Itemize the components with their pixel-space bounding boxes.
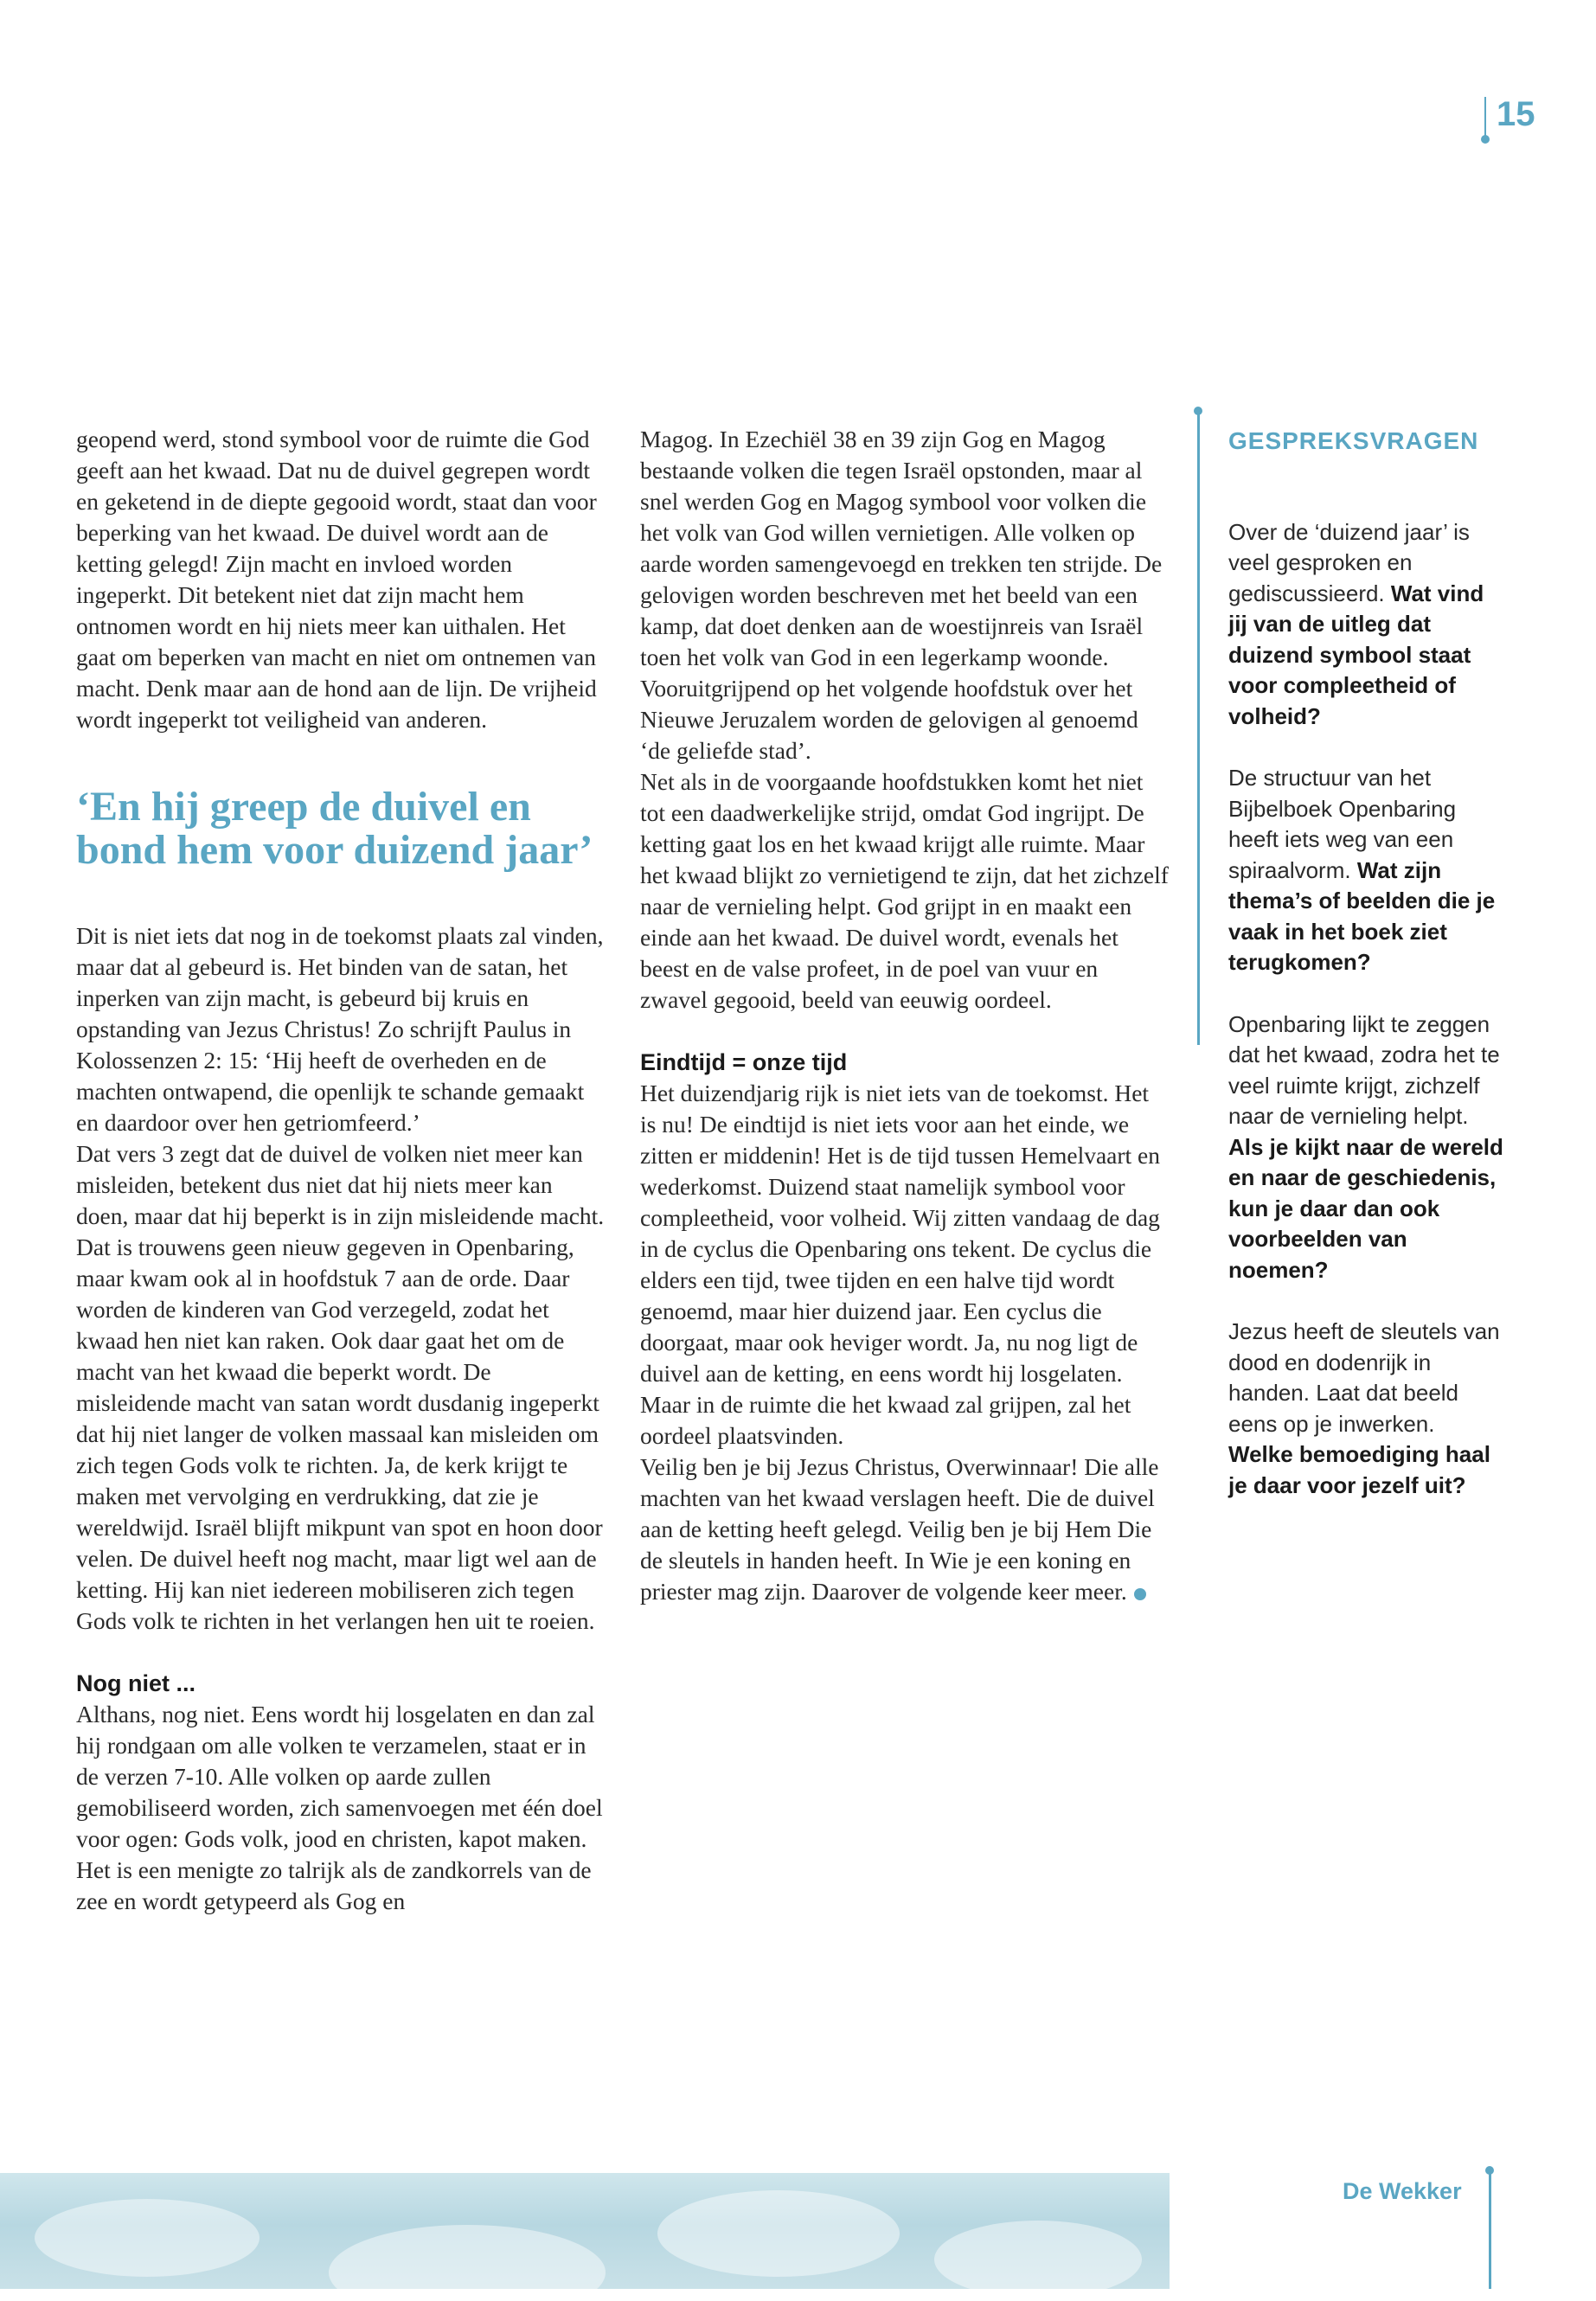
pull-quote: ‘En hij greep de duivel en bond hem voor duizend jaar’ [76,784,593,873]
sidebar-rule [1197,410,1200,1045]
paragraph-text: Veilig ben je bij Jezus Christus, Overwinnaar! Die alle machten van het kwaad verslagen heeft. Die de duivel aan de ketting heeft gelegd. Veilig ben je bij Hem Die de sleutels in handen heeft. In Wie je een koning en priester mag zijn. Daarover de volgende keer meer. [640,1453,1159,1605]
paragraph: Magog. In Ezechiël 38 en 39 zijn Gog en Magog bestaande volken die tegen Israël opstonden, maar al snel werden Gog en Magog symbool voor volken die het volk van God willen vernietigen. Alle volken op aarde worden samengevoegd en trekken ten strijde. De gelovigen worden beschreven met het beeld van een kamp, dat doet denken aan de woestijnreis van Israël toen het volk van God in een legerkamp woonde. Vooruitgrijpend op het volgende hoofdstuk over het Nieuwe Jeruzalem worden de gelovigen al genoemd ‘de geliefde stad’. [640,426,1163,764]
paragraph: Dat vers 3 zegt dat de duivel de volken niet meer kan misleiden, betekent dus niet dat hij niets meer kan doen, maar dat hij beperkt is in zijn misleidende macht. Dat is trouwens geen nieuw gegeven in Openbaring, maar kwam ook al in hoofdstuk 7 aan de orde. Daar worden de kinderen van God verzegeld, zodat het kwaad hen niet kan raken. Ook daar gaat het om de macht van het kwaad die beperkt wordt. De misleidende macht van satan wordt dusdanig ingeperkt dat hij niet langer de volken massaal kan misleiden om zich tegen Gods volk te richten. Ja, de kerk krijgt te maken met vervolging en verdrukking, dat zie je wereldwijd. Israël blijft mikpunt van spot en hoon door velen. De duivel heeft nog macht, maar ligt wel aan de ketting. Hij kan niet iedereen mobiliseren zich tegen Gods volk te richten in het verlangen hen uit te roeien. [76,1140,605,1634]
question-text: Jezus heeft de sleutels van dood en dodenrijk in handen. Laat dat beeld eens op je inwerken. [1228,1318,1500,1437]
paragraph: Althans, nog niet. Eens wordt hij losgelaten en dan zal hij rondgaan om alle volken te verzamelen, staat er in de verzen 7-10. Alle volken op aarde zullen gemobiliseerd worden, zich samenvoegen met één doel voor ogen: Gods volk, jood en christen, kapot maken. [76,1701,603,1852]
footer-rule [1489,2170,1491,2289]
article-column-1 [76,424,606,1917]
question-bold: Als je kijkt naar de wereld en naar de geschiedenis, kun je daar dan ook voorbeelden van noemen? [1228,1133,1503,1283]
paragraph: Het duizendjarig rijk is niet iets van de toekomst. Het is nu! De eindtijd is niet iets voor aan het einde, we zitten er middenin! Het is de tijd tussen Hemelvaart en wederkomst. Duizend staat namelijk symbool voor compleetheid, voor volheid. Wij zitten vandaag de dag in de cyclus die Openbaring ons tekent. De cyclus die elders een tijd, twee tijden en een halve tijd wordt genoemd, maar hier duizend jaar. Een cyclus die doorgaat, maar ook heviger wordt. Ja, nu nog ligt de duivel aan de ketting, en eens wordt hij losgelaten. Maar in de ruimte die het kwaad zal grijpen, zal het oordeel plaatsvinden. [640,1080,1160,1449]
question-bold: Welke bemoediging haal je daar voor jezelf uit? [1228,1441,1490,1498]
paragraph: Het is een menigte zo talrijk als de zandkorrels van de zee en wordt getypeerd als Gog en [76,1856,592,1914]
page-number: 15 [1497,95,1535,133]
paragraph: geopend werd, stond symbool voor de ruimte die God geeft aan het kwaad. Dat nu de duivel gegrepen wordt en geketend in de diepte gegooid wordt, staat dan voor beperking van het kwaad. De duivel wordt aan de ketting gelegd! Zijn macht en invloed worden ingeperkt. Dit betekent niet dat zijn macht hem ontnomen wordt en hij niets meer kan uithalen. Het gaat om beperken van macht en niet om ontnemen van macht. Denk maar aan de hond aan de lijn. De vrijheid wordt ingeperkt tot veiligheid van anderen. [76,426,597,733]
discussion-questions-sidebar [1228,426,1503,1532]
question-text: De structuur van het Bijbelboek Openbaring heeft iets weg van een spiraalvorm. [1228,765,1457,883]
page-number-rule [1484,97,1486,138]
magazine-name: De Wekker [1343,2178,1462,2204]
question-text: Openbaring lijkt te zeggen dat het kwaad, zodra het te veel ruimte krijgt, zichzelf naar de vernieling helpt. [1228,1010,1500,1129]
question-bold: Wat vind jij van de uitleg dat duizend symbool staat voor compleetheid of volheid? [1228,580,1484,729]
article-column-2 [640,424,1170,1607]
subheading: Nog niet ... [76,1670,195,1696]
question-text: Over de ‘duizend jaar’ is veel gesproken en gediscussieerd. [1228,518,1470,606]
question [1228,517,1503,733]
question [1228,1009,1503,1286]
paragraph: Dit is niet iets dat nog in de toekomst plaats zal vinden, maar dat al gebeurd is. Het binden van de satan, het inperken van zijn macht, is gebeurd bij kruis en opstanding van Jezus Christus! Zo schrijft Paulus in Kolossenzen 2: 15: ‘Hij heeft de overheden en de machten ontwapend, die openlijk te schande gemaakt en daardoor over hen getriomfeerd.’ [76,922,604,1136]
page-number-dot [1481,135,1490,144]
footer-sky-image [0,2173,1170,2289]
sidebar-title: GESPREKSVRAGEN [1228,427,1479,454]
paragraph: Net als in de voorgaande hoofdstukken komt het niet tot een daadwerkelijke strijd, omdat God ingrijpt. De ketting gaat los en het kwaad krijgt alle ruimte. Maar het kwaad blijkt zo vernietigend te zijn, dat het zichzelf naar de vernieling helpt. God grijpt in en maakt een einde aan het kwaad. De duivel wordt, evenals het beest en de valse profeet, in de poel van vuur en zwavel gegooid, beeld van eeuwig oordeel. [640,768,1169,1013]
question [1228,763,1503,978]
end-mark-icon [1134,1588,1146,1600]
paragraph [640,1452,1170,1607]
question-bold: Wat zijn thema’s of beelden die je vaak in het boek ziet terugkomen? [1228,856,1496,975]
subheading: Eindtijd = onze tijd [640,1049,848,1075]
question [1228,1317,1503,1501]
